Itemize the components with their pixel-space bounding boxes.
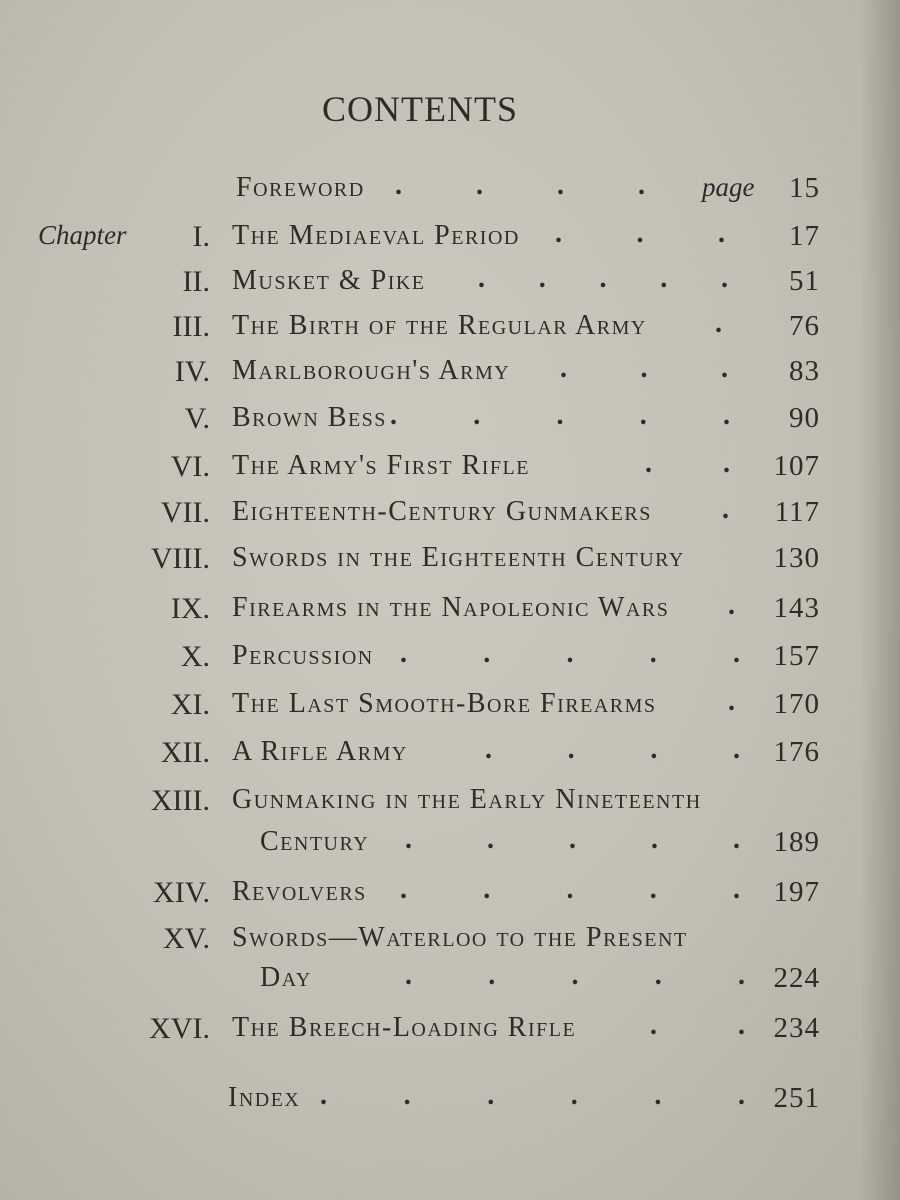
toc-entry-chapter-9 [0, 592, 900, 636]
toc-entry-index [0, 1082, 900, 1126]
entry-page: 17 [789, 220, 820, 252]
chapter-number: VI. [170, 450, 210, 483]
toc-entry-chapter-16 [0, 1012, 900, 1056]
entry-title: The Last Smooth-Bore Firearms [232, 688, 657, 719]
dot-leaders: . [722, 494, 729, 525]
chapter-number: VII. [160, 496, 210, 529]
entry-title: The Mediaeval Period [232, 220, 520, 251]
entry-page: 189 [773, 826, 820, 858]
dot-leaders: . . . [560, 353, 728, 384]
entry-page: 197 [773, 876, 820, 908]
entry-page: 51 [789, 265, 820, 297]
chapter-number: II. [182, 265, 210, 298]
toc-entry-chapter-13 [0, 784, 900, 828]
entry-title: The Birth of the Regular Army [232, 310, 647, 341]
dot-leaders: . [728, 686, 735, 717]
entry-page: 83 [789, 355, 820, 387]
toc-entry-chapter-10 [0, 640, 900, 684]
chapter-number: VIII. [150, 542, 210, 575]
dot-leaders: . . [650, 1010, 745, 1041]
page-title: CONTENTS [322, 89, 518, 129]
chapter-number: III. [172, 310, 210, 343]
entry-title: Gunmaking in the Early Nineteenth [232, 784, 702, 815]
dot-leaders: . . . . . [400, 874, 740, 905]
entry-title: Percussion [232, 640, 374, 671]
entry-title: Brown Bess [232, 402, 387, 433]
chapter-number: XII. [160, 736, 210, 769]
entry-page: 15 [789, 172, 820, 204]
entry-title: Foreword [236, 172, 365, 203]
chapter-number: XVI. [149, 1012, 210, 1045]
dot-leaders: . . . . . [405, 960, 745, 991]
dot-leaders: . . . . . . [320, 1080, 745, 1111]
entry-title: Musket & Pike [232, 265, 426, 296]
entry-page: 176 [773, 736, 820, 768]
entry-title-continued: Century [260, 826, 370, 857]
chapter-number: I. [192, 220, 210, 253]
entry-page: 170 [773, 688, 820, 720]
entry-page: 224 [773, 962, 820, 994]
entry-page: 143 [773, 592, 820, 624]
dot-leaders: . . . . [485, 734, 740, 765]
entry-title: Swords—Waterloo to the Present [232, 922, 688, 953]
chapter-label: Chapter [38, 220, 127, 250]
entry-title: Revolvers [232, 876, 367, 907]
chapter-number: XI. [170, 688, 210, 721]
toc-entry-chapter-11 [0, 688, 900, 732]
toc-entry-chapter-4 [0, 355, 900, 399]
entry-page: 117 [774, 496, 820, 528]
entry-page: 130 [773, 542, 820, 574]
dot-leaders: . . . . . [400, 638, 740, 669]
entry-title: The Army's First Rifle [232, 450, 530, 481]
dot-leaders: . . . . . [478, 263, 728, 294]
toc-entry-chapter-8 [0, 542, 900, 586]
entry-title: A Rifle Army [232, 736, 408, 767]
entry-title: Eighteenth-Century Gunmakers [232, 496, 652, 527]
chapter-number: XV. [163, 922, 210, 955]
entry-title: Swords in the Eighteenth Century [232, 542, 685, 573]
entry-page: 157 [773, 640, 820, 672]
dot-leaders: . . . . . [405, 824, 740, 855]
toc-entry-chapter-15-cont [0, 962, 900, 1006]
dot-leaders: . [715, 308, 722, 339]
entry-page: 107 [773, 450, 820, 482]
toc-entry-chapter-5 [0, 402, 900, 446]
dot-leaders: . . [645, 448, 730, 479]
entry-page: 251 [773, 1082, 820, 1114]
toc-entry-chapter-3 [0, 310, 900, 354]
entry-title: Firearms in the Napoleonic Wars [232, 592, 670, 623]
entry-title: Index [228, 1082, 301, 1113]
dot-leaders: . . . . [395, 170, 645, 201]
entry-page: 234 [773, 1012, 820, 1044]
chapter-number: X. [180, 640, 210, 673]
page-label: page [702, 172, 755, 202]
toc-entry-chapter-7 [0, 496, 900, 540]
toc-entry-chapter-6 [0, 450, 900, 494]
chapter-number: XIV. [153, 876, 210, 909]
dot-leaders: . [728, 590, 735, 621]
chapter-number: XIII. [150, 784, 210, 817]
toc-entry-chapter-14 [0, 876, 900, 920]
entry-page: 90 [789, 402, 820, 434]
toc-entry-foreword [0, 172, 900, 216]
toc-entry-chapter-13-cont [0, 826, 900, 870]
toc-entry-chapter-12 [0, 736, 900, 780]
entry-page: 76 [789, 310, 820, 342]
entry-title: The Breech-Loading Rifle [232, 1012, 577, 1043]
chapter-number: IV. [174, 355, 210, 388]
toc-entry-chapter-2 [0, 265, 900, 309]
entry-title: Marlborough's Army [232, 355, 511, 386]
dot-leaders: . . . [555, 218, 725, 249]
entry-title-continued: Day [260, 962, 312, 993]
toc-entry-chapter-1 [0, 220, 900, 264]
chapter-number: IX. [170, 592, 210, 625]
chapter-number: V. [184, 402, 210, 435]
dot-leaders: . . . . . [390, 400, 730, 431]
